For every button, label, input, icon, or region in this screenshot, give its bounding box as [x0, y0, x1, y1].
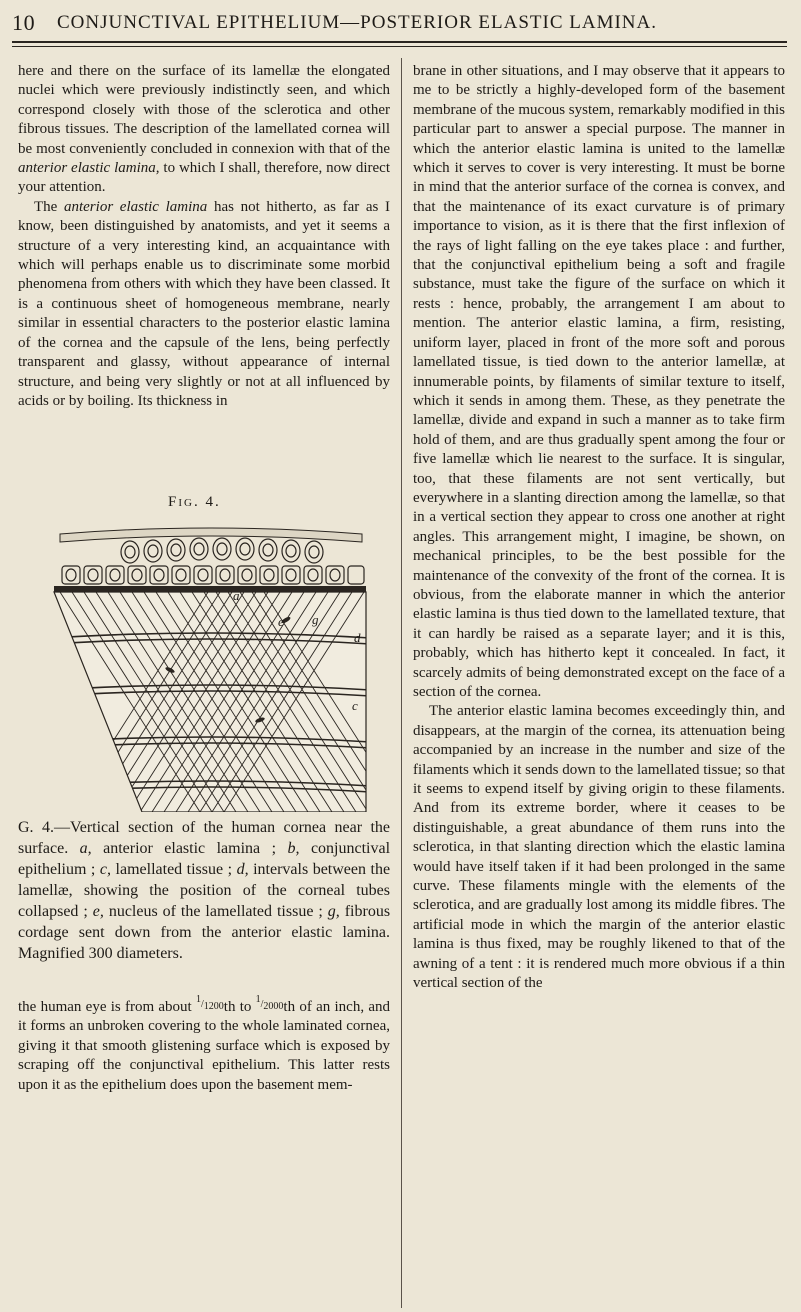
paragraph: brane in other situations, and I may observe that it appears to me to be strictly a highly-developed form of the basement membrane of the mucous system, remarkably modified in this particular part to answer a special purpose. The manner in which the anterior elastic lamina is united to the lamellæ which it serves to cover is very interesting. It must be borne in mind that the anterior surface of the cornea is convex, and that the maintenance of its exact curvature is of primary importance to vision, as it is there that the first inflexion of the rays of light falling on the eye takes place : and further, that the conjunctival epithelium being a soft and fragile substance, must take the figure of the surface on which it rests : hence, probably, the arrangement I am about to mention. The anterior elastic lamina, a firm, resisting, uniform layer, placed in front of the more soft and porous lamellated tissue, is tied down to the anterior lamellæ, at innumerable points, by filaments of similar texture to itself, which it sends in among them. These, as they penetrate the lamellæ, divide and expand in such a manner as to take firm hold of them, and are thus gradually spent among the four or five lamellæ which lie nearest to the surface. It is singular, too, that these filaments are not sent vertically, but everywhere in a slanting direction among the lamellæ, so that in a vertical section they appear to cross one another at right angles. This arrangement might, I imagine, be shown, on mechanical principles, to be the best possible for the maintenance of the convexity of the front of the cornea. It is obvious, from the elaborate manner in which the anterior elastic lamina is thus tied down to the lamellated texture, that it can hardly be raised as a separate layer; and it is this, probably, which has hitherto kept it concealed. In fact, it scarcely admits of being demonstrated except on the face of a section of the cornea.: [413, 63, 785, 700]
text-span: has not hitherto, as far as I know, been distinguished by anatomists, and yet it seems a structure of a very interesting kind, an acquaintance with which will perhaps enable us to discriminate some morbid phenomena from others with which they have been classed. It is a continuous sheet of homogeneous membrane, nearly similar in essential characters to the posterior elastic lamina of the cornea and the capsule of the lens, being perfectly transparent and glassy, without appearance of internal structure, and being very slightly or not at all influenced by acids or by boiling. Its thickness in: [18, 198, 391, 409]
text-span: the human eye is from about: [18, 999, 192, 1015]
italic-term: anterior elastic lamina,: [18, 160, 160, 177]
caption-key: a,: [79, 840, 92, 857]
label-d: d: [354, 630, 361, 645]
caption-key: g,: [327, 903, 340, 920]
figure-illustration: [50, 520, 370, 812]
caption-item: conjunctival epithelium ;: [18, 840, 391, 878]
caption-lead: G. 4.—Vertical section of the human cornea near the surface.: [18, 819, 390, 857]
caption-text: [18, 817, 390, 964]
italic-term: anterior elastic lamina: [63, 198, 208, 215]
text-span: th of an inch, and it forms an unbroken covering to the whole laminated cornea, giving it that smooth glistening surface which is exposed by scraping off the conjunctival epithelium. This latter rests upon it as the epithelium does upon the basement mem-: [18, 999, 390, 1093]
header-rule: [12, 41, 787, 43]
label-g: g: [312, 612, 319, 627]
caption-item: lamellated tissue ;: [115, 861, 233, 878]
right-column-text: [413, 62, 785, 994]
figure-title: Fig. 4.: [168, 494, 221, 510]
epithelium-layer: [60, 528, 364, 584]
cornea-section-drawing: [50, 520, 370, 812]
caption-item: nucleus of the lamellated tissue ;: [108, 903, 323, 920]
page-number: 10: [12, 10, 36, 35]
paragraph: [18, 990, 390, 1095]
left-column-text: [18, 62, 390, 411]
anterior-elastic-lamina: [54, 586, 366, 592]
fraction-denominator: 2000: [263, 1001, 284, 1012]
caption-key: e,: [92, 903, 104, 920]
fraction-numerator: 1: [255, 994, 261, 1005]
caption-item: fibrous cordage sent down from the anterior elastic lamina. Magnified 300 diameters.: [18, 903, 391, 962]
paragraph: [18, 198, 390, 411]
text-span: to which I shall, therefore, now direct your attention.: [18, 160, 390, 196]
fraction: 1/1200: [196, 999, 224, 1010]
caption-item: anterior elastic lamina ;: [103, 840, 277, 857]
header-rule-thin: [12, 46, 787, 47]
fraction: 1/2000: [256, 999, 284, 1010]
paragraph: [18, 62, 390, 198]
caption-key: d,: [236, 861, 249, 878]
label-e: e: [278, 614, 284, 629]
text-span: th to: [223, 999, 252, 1015]
caption-item: intervals between the lamellæ, showing the position of the corneal tubes collapsed ;: [18, 861, 391, 920]
text-span: here and there on the surface of its lamellæ the elongated nuclei which were previously indistinctly seen, and which correspond closely with those of the sclerotica and other fibrous tissues. The description of the lamellated cornea will be most conveniently concluded in connexion with that of the: [18, 63, 390, 157]
left-column-continuation: [18, 990, 390, 1095]
paragraph: The anterior elastic lamina becomes exceedingly thin, and disappears, at the margin of the cornea, its attenuation being accompanied by an increase in the number and size of the filaments which it sends down to the lamellated tissue; so that it seems to expend itself by giving origin to these filaments. And from its extreme border, where it ceases to be distinguishable, a great abundance of them runs into the sclerotica, in that slanting direction which the elastic lamina would have itself taken if it had been prolonged in the same curve. These filaments mingle with the elements of the sclerotica, and are gradually lost among its middle fibres. The artificial mode in which the margin of the anterior elastic lamina is thus fixed, may be roughly likened to that of the awning of a tent : it is rendered much more obvious if a thin vertical section of the: [413, 703, 785, 992]
running-header: [12, 10, 787, 40]
caption-key: b,: [287, 840, 300, 857]
caption-key: c,: [99, 861, 112, 878]
fraction-numerator: 1: [196, 994, 201, 1005]
fraction-denominator: 1200: [203, 1001, 224, 1012]
label-a: a: [233, 588, 240, 603]
figure-caption: [18, 817, 390, 964]
running-title: CONJUNCTIVAL EPITHELIUM—POSTERIOR ELASTIC LAMINA.: [57, 12, 657, 33]
text-span: The: [34, 198, 58, 215]
column-divider: [401, 58, 402, 1308]
label-c: c: [352, 698, 358, 713]
